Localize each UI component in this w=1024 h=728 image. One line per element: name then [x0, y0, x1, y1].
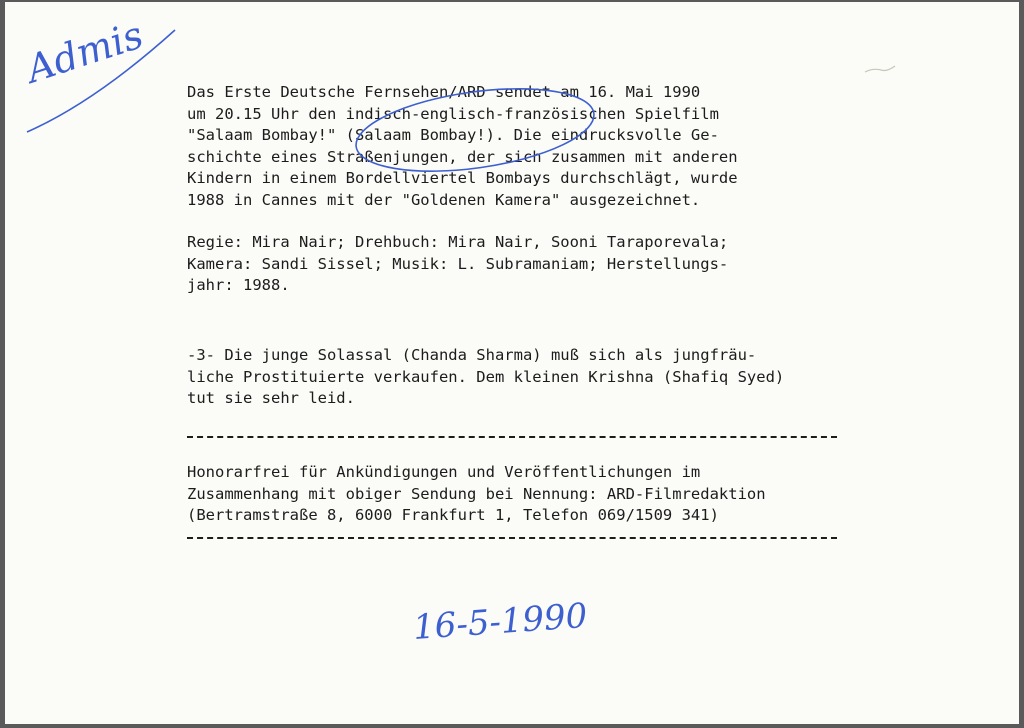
- credits-line: Kamera: Sandi Sissel; Musik: L. Subramaniam; Herstellungs-: [187, 254, 729, 273]
- paragraph-line: 1988 in Cannes mit der "Goldenen Kamera" ausgezeichnet.: [187, 190, 701, 209]
- handwritten-note-admis: Admis: [21, 12, 149, 92]
- credits-line: Regie: Mira Nair; Drehbuch: Mira Nair, Sooni Taraporevala;: [187, 233, 729, 251]
- paragraph-line: Das Erste Deutsche Fernsehen/ARD sendet am 16. Mai 1990: [187, 83, 701, 101]
- dashed-separator-top: [187, 436, 837, 438]
- paragraph-line: um 20.15 Uhr den indisch-englisch-französischen Spielfilm: [187, 104, 719, 123]
- paragraph-line: Kindern in einem Bordellviertel Bombays durchschlägt, wurde: [187, 169, 738, 187]
- copyright-notice: [187, 462, 867, 527]
- paragraph-line: schichte eines Straßenjungen, der sich zusammen mit anderen: [187, 147, 738, 166]
- credits-paragraph: [187, 232, 867, 297]
- caption-line: -3- Die junge Solassal (Chanda Sharma) muß sich als jungfräu-: [187, 346, 757, 364]
- photo-caption: [187, 345, 867, 410]
- credits-line: jahr: 1988.: [187, 276, 290, 294]
- document-page: [5, 2, 1019, 724]
- broadcast-paragraph: [187, 82, 867, 211]
- notice-line: Zusammenhang mit obiger Sendung bei Nennung: ARD-Filmredaktion: [187, 484, 766, 503]
- notice-line: (Bertramstraße 8, 6000 Frankfurt 1, Telefon 069/1509 341): [187, 506, 719, 524]
- notice-line: Honorarfrei für Ankündigungen und Veröffentlichungen im: [187, 463, 701, 481]
- handwritten-date: 16-5-1990: [411, 595, 589, 649]
- dashed-separator-bottom: [187, 537, 837, 539]
- paragraph-line: "Salaam Bombay!" (Salaam Bombay!). Die eindrucksvolle Ge-: [187, 126, 719, 144]
- caption-line: liche Prostituierte verkaufen. Dem kleinen Krishna (Shafiq Syed): [187, 367, 785, 386]
- pencil-mark: [865, 66, 895, 72]
- caption-line: tut sie sehr leid.: [187, 389, 355, 407]
